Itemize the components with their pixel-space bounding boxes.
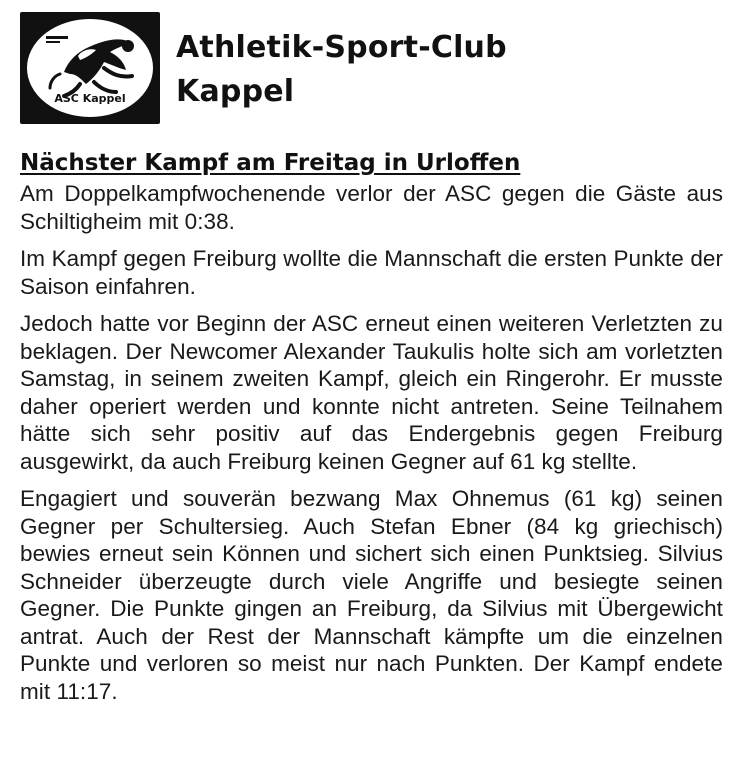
club-header bbox=[20, 12, 720, 124]
club-title-line1: Athletik-Sport-Club bbox=[176, 30, 507, 65]
article bbox=[20, 148, 723, 715]
article-paragraph-2: Im Kampf gegen Freiburg wollte die Mannschaft die ersten Punkte der Saison einfahren. bbox=[20, 246, 723, 299]
article-paragraph-3: Jedoch hatte vor Beginn der ASC erneut einen weiteren Verletzten zu beklagen. Der Newcomer Alexander Taukulis holte sich am vorletzten Samstag, in seinem zweiten Kampf, gleich ein Ringerohr. Er musste daher operiert werden und konnte nicht antreten. Seine Teilnahem hätte sich sehr positiv auf das Endergebnis gegen Freiburg ausgewirkt, da auch Freiburg keinen Gegner auf 61 kg stellte. bbox=[20, 311, 723, 474]
club-title-line2: Kappel bbox=[176, 74, 295, 109]
club-logo bbox=[20, 12, 160, 124]
article-paragraph-4: Engagiert und souverän bezwang Max Ohnemus (61 kg) seinen Gegner per Schultersieg. Auch Stefan Ebner (84 kg griechisch) bewies erneut sein Können und sichert sich einen Punktsieg. Silvius Schneider überzeugte durch viele Angriffe und besiegte seinen Gegner. Die Punkte gingen an Freiburg, da Silvius mit Übergewicht antrat. Auch der Rest der Mannschaft kämpfte um die einzelnen Punkte und verloren so meist nur nach Punkten. Der Kampf endete mit 11:17. bbox=[20, 486, 723, 704]
wrestlers-icon bbox=[20, 12, 160, 124]
logo-text: ASC Kappel bbox=[54, 92, 126, 105]
article-headline: Nächster Kampf am Freitag in Urloffen bbox=[20, 150, 521, 176]
article-paragraph-1: Am Doppelkampfwochenende verlor der ASC gegen die Gäste aus Schiltigheim mit 0:38. bbox=[20, 181, 723, 234]
club-title bbox=[176, 26, 507, 114]
